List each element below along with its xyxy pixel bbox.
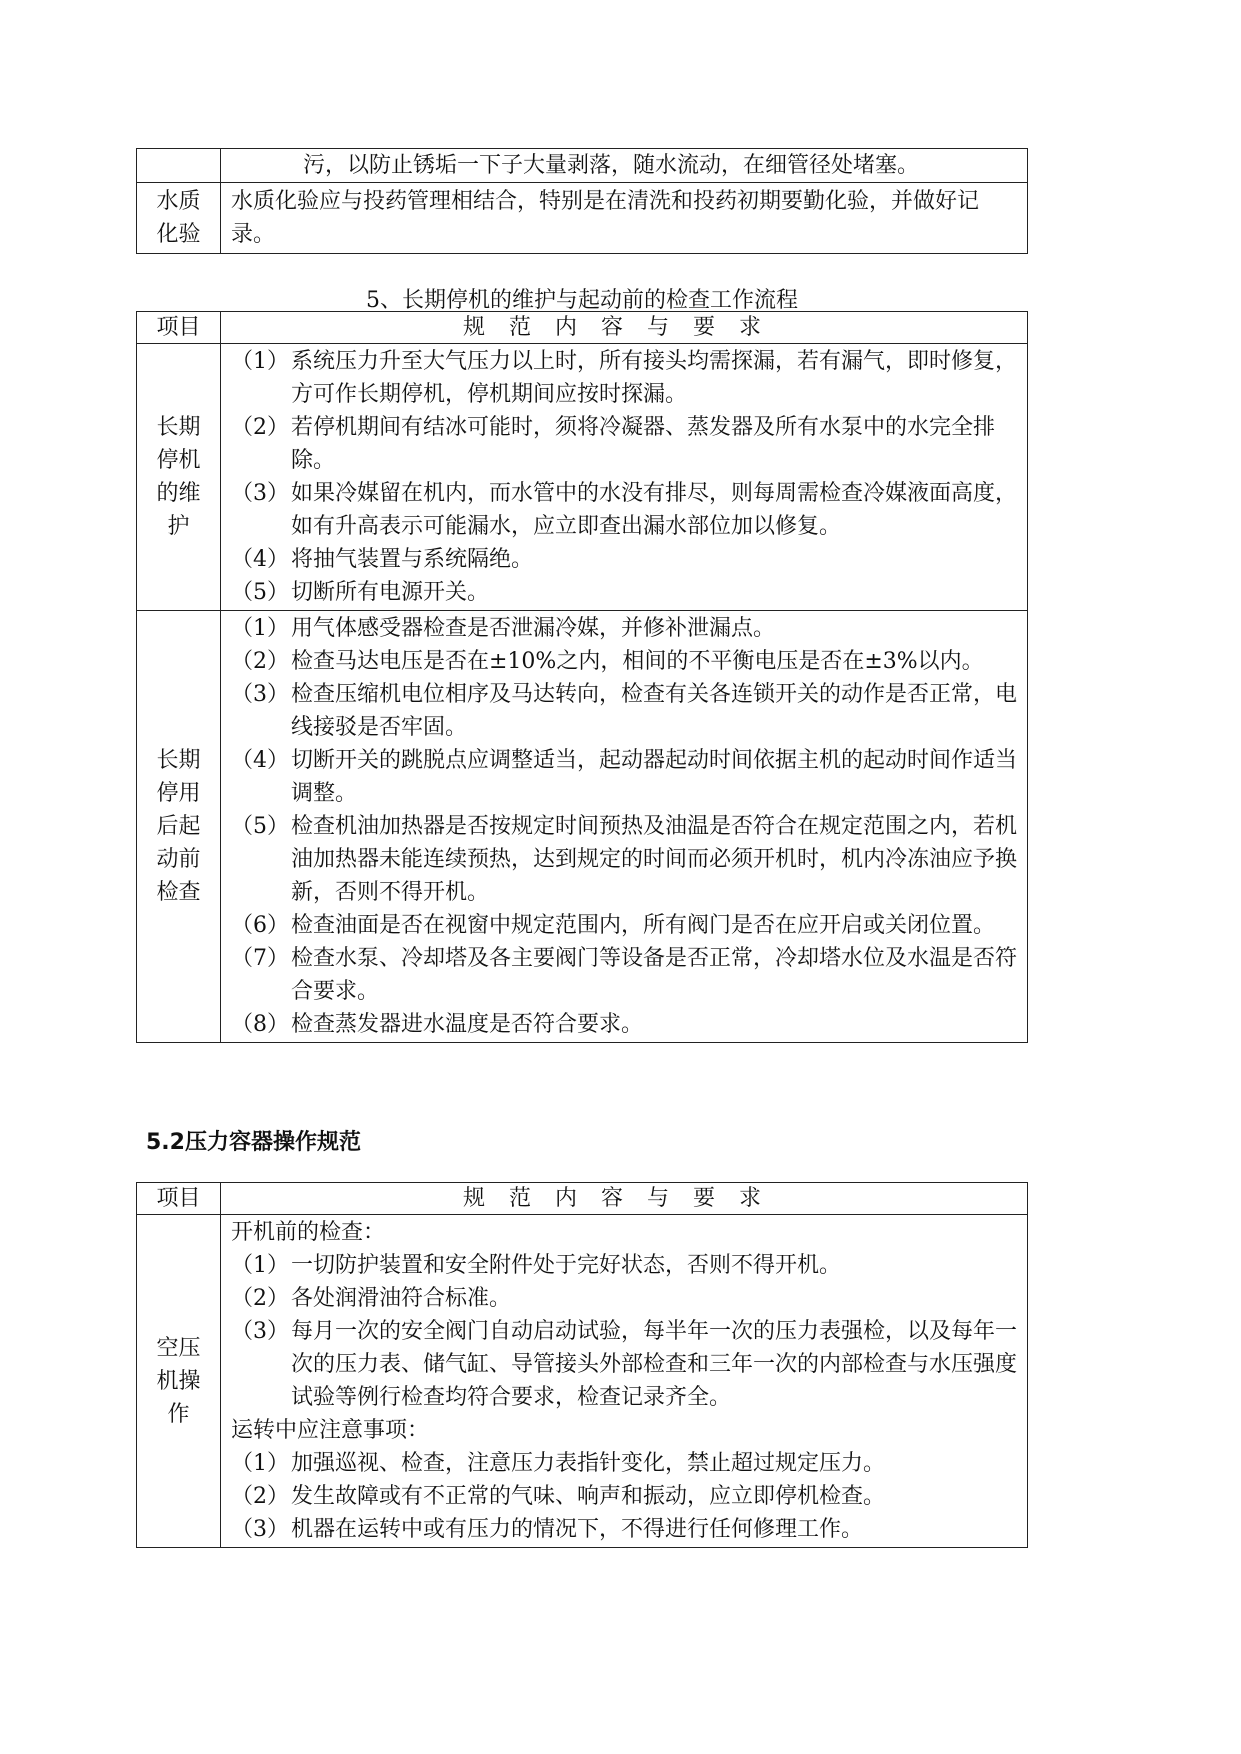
group2-items bbox=[221, 611, 1028, 1043]
list-item: （5） 检查机油加热器是否按规定时间预热及油温是否符合在规定范围之内，若机油加热器未能连续预热，达到规定的时间而必须开机时，机内冷冻油应予换新，否则不得开机。 bbox=[231, 814, 1018, 905]
list-item: （4） 切断开关的跳脱点应调整适当，起动器起动时间依据主机的起动时间作适当调整。 bbox=[231, 748, 1018, 806]
header-item: 项目 bbox=[137, 1183, 221, 1215]
list-item: （7） 检查水泵、冷却塔及各主要阀门等设备是否正常，冷却塔水位及水温是否符合要求。 bbox=[231, 946, 1018, 1004]
water-test-label-cell bbox=[137, 183, 221, 254]
list-item: （1） 系统压力升至大气压力以上时，所有接头均需探漏，若有漏气，即时修复，方可作长期停机，停机期间应按时探漏。 bbox=[231, 349, 1018, 407]
compressor-items bbox=[221, 1215, 1028, 1548]
water-test-text: 水质化验应与投药管理相结合，特别是在清洗和投药初期要勤化验，并做好记录。 bbox=[231, 189, 980, 247]
list-item: （1） 用气体感受器检查是否泄漏冷媒，并修补泄漏点。 bbox=[231, 616, 776, 641]
list-item: （4） 将抽气装置与系统隔绝。 bbox=[231, 547, 534, 572]
pre-start-heading: 开机前的检查： bbox=[231, 1220, 386, 1245]
list-item: （3） 机器在运转中或有压力的情况下，不得进行任何修理工作。 bbox=[231, 1517, 864, 1542]
shutdown-maintenance-table bbox=[136, 311, 1028, 1043]
section-5-2-title: 5.2压力容器操作规范 bbox=[146, 1130, 361, 1155]
group1-items bbox=[221, 344, 1028, 611]
list-item: （3） 每月一次的安全阀门自动启动试验，每半年一次的压力表强检，以及每年一次的压力表、储气缸、导管接头外部检查和三年一次的内部检查与水压强度试验等例行检查均符合要求，检查记录齐全。 bbox=[231, 1319, 1018, 1410]
list-item: （5） 切断所有电源开关。 bbox=[231, 580, 490, 605]
list-item: （6） 检查油面是否在视窗中规定范围内，所有阀门是否在应开启或关闭位置。 bbox=[231, 913, 996, 938]
header-item: 项目 bbox=[137, 312, 221, 344]
pressure-vessel-table bbox=[136, 1182, 1028, 1548]
header-content-text: 规范内容与要求 bbox=[462, 1185, 785, 1211]
list-item: （8） 检查蒸发器进水温度是否符合要求。 bbox=[231, 1012, 644, 1037]
water-test-cell bbox=[221, 183, 1028, 254]
list-item: （2） 检查马达电压是否在±10%之内，相间的不平衡电压是否在±3%以内。 bbox=[231, 649, 984, 674]
continuation-text: 污，以防止锈垢一下子大量剥落，随水流动，在细管径处堵塞。 bbox=[303, 153, 920, 178]
water-treatment-table bbox=[136, 148, 1028, 254]
compressor-label-cell bbox=[137, 1215, 221, 1548]
header-content bbox=[221, 312, 1028, 344]
list-item: （1） 加强巡视、检查，注意压力表指针变化，禁止超过规定压力。 bbox=[231, 1451, 886, 1476]
list-item: （3） 检查压缩机电位相序及马达转向，检查有关各连锁开关的动作是否正常，电线接驳是否牢固。 bbox=[231, 682, 1018, 740]
group2-label: 长期停用后起动前检查 bbox=[156, 748, 201, 905]
header-content-text: 规范内容与要求 bbox=[462, 314, 785, 340]
water-test-label: 水质化验 bbox=[156, 189, 201, 247]
list-item: （2） 各处润滑油符合标准。 bbox=[231, 1286, 512, 1311]
group1-label-cell bbox=[137, 344, 221, 611]
empty-label-cell bbox=[137, 149, 221, 183]
running-heading: 运转中应注意事项： bbox=[231, 1418, 430, 1443]
group1-label: 长期停机的维护 bbox=[156, 415, 201, 539]
group2-label-cell bbox=[137, 611, 221, 1043]
list-item: （3） 如果冷媒留在机内，而水管中的水没有排尽，则每周需检查冷媒液面高度，如有升高表示可能漏水，应立即查出漏水部位加以修复。 bbox=[231, 481, 1018, 539]
continuation-cell bbox=[221, 149, 1028, 183]
header-content bbox=[221, 1183, 1028, 1215]
list-item: （2） 若停机期间有结冰可能时，须将冷凝器、蒸发器及所有水泵中的水完全排除。 bbox=[231, 415, 996, 473]
compressor-label: 空压机操作 bbox=[156, 1335, 201, 1427]
list-item: （2） 发生故障或有不正常的气味、响声和振动，应立即停机检查。 bbox=[231, 1484, 886, 1509]
section-5-title: 5、长期停机的维护与起动前的检查工作流程 bbox=[366, 288, 798, 313]
list-item: （1） 一切防护装置和安全附件处于完好状态，否则不得开机。 bbox=[231, 1253, 842, 1278]
